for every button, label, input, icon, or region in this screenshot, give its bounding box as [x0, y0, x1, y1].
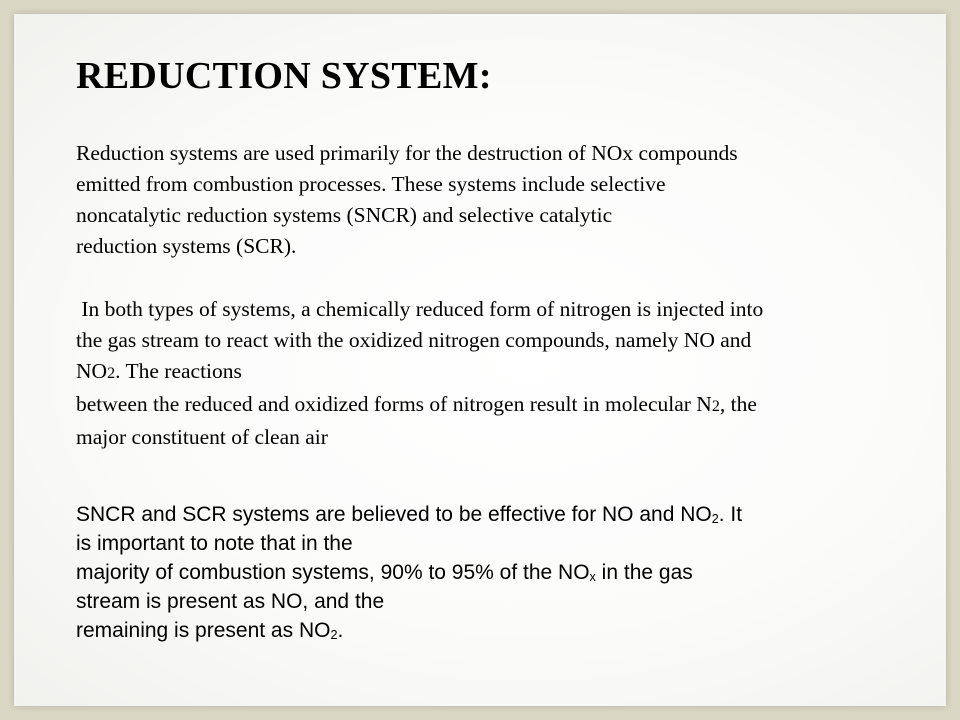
slide [14, 14, 946, 706]
subscript: 2 [330, 628, 338, 642]
text-line: stream is present as NO, and the [76, 590, 385, 613]
text-line [76, 616, 742, 645]
text-line: the gas stream to react with the oxidized nitrogen compounds, namely NO and [76, 328, 752, 352]
text-segment: . [337, 619, 344, 642]
text-line: major constituent of clean air [76, 425, 328, 449]
text-line [76, 389, 763, 422]
text-line: is important to note that in the [76, 532, 353, 555]
text-segment: NO [76, 359, 108, 383]
text-segment: SNCR and SCR systems are believed to be effective for NO and NO [76, 503, 712, 526]
text-line: noncatalytic reduction systems (SNCR) and selective catalytic [76, 203, 613, 227]
subscript: 2 [107, 365, 116, 382]
text-segment: in the gas [595, 561, 693, 584]
text-segment: . The reactions [115, 359, 242, 383]
text-segment: majority of combustion systems, 90% to 95% of the NO [76, 561, 590, 584]
subscript: 2 [711, 398, 720, 415]
text-line [76, 558, 742, 587]
text-segment: between the reduced and oxidized forms of nitrogen result in molecular N [76, 392, 712, 416]
slide-title: REDUCTION SYSTEM: [76, 55, 492, 97]
text-line [76, 500, 742, 529]
text-line: reduction systems (SCR). [76, 234, 297, 258]
text-line [76, 356, 763, 389]
text-line: emitted from combustion processes. These systems include selective [76, 172, 666, 196]
text-segment: , the [719, 392, 757, 416]
text-line: Reduction systems are used primarily for the destruction of NOx compounds [76, 141, 738, 165]
text-segment: remaining is present as NO [76, 619, 331, 642]
subscript: 2 [711, 512, 719, 526]
paragraph-reactions [76, 294, 763, 453]
text-segment: . It [718, 503, 743, 526]
paragraph-intro [76, 138, 738, 262]
text-line: In both types of systems, a chemically reduced form of nitrogen is injected into [76, 297, 764, 321]
subscript: x [589, 570, 596, 584]
paragraph-effectiveness [76, 500, 742, 645]
